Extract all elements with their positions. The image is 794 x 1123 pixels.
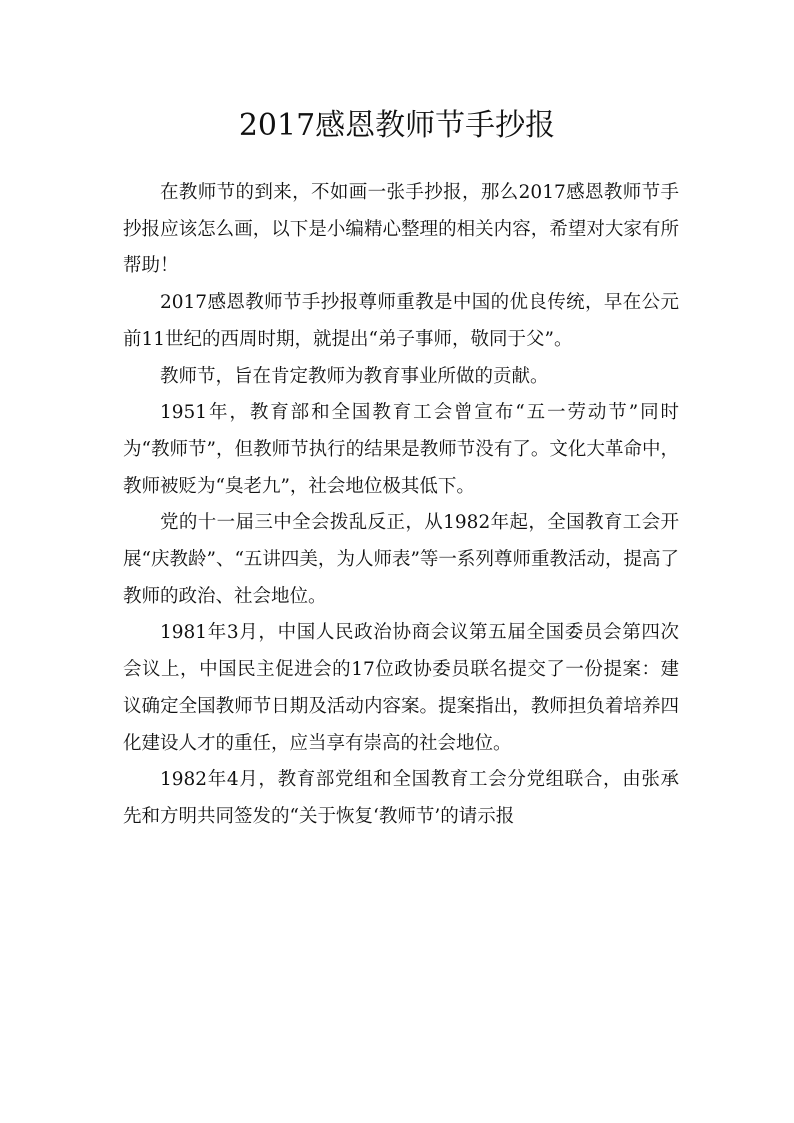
paragraph: 1982年4月，教育部党组和全国教育工会分党组联合，由张承先和方明共同签发的“关于恢复‘教师节’的请示报 (123, 769, 679, 827)
document-title: 2017感恩教师节手抄报 (238, 108, 556, 143)
paragraph: 1951年，教育部和全国教育工会曾宣布“五一劳动节”同时为“教师节”，但教师节执行的结果是教师节没有了。文化大革命中，教师被贬为“臭老九”，社会地位极其低下。 (123, 402, 679, 497)
document-body (123, 175, 679, 836)
paragraph: 1981年3月，中国人民政治协商会议第五届全国委员会第四次会议上，中国民主促进会的17位政协委员联名提交了一份提案：建议确定全国教师节日期及活动内容案。提案指出，教师担负着培养四化建设人才的重任，应当享有崇高的社会地位。 (123, 622, 679, 754)
paragraph: 2017感恩教师节手抄报尊师重教是中国的优良传统，早在公元前11世纪的西周时期，就提出“弟子事师，敬同于父”。 (123, 292, 679, 350)
paragraph: 党的十一届三中全会拨乱反正，从1982年起，全国教育工会开展“庆教龄”、“五讲四美，为人师表”等一系列尊师重教活动，提高了教师的政治、社会地位。 (123, 512, 679, 607)
paragraph: 教师节，旨在肯定教师为教育事业所做的贡献。 (160, 365, 549, 387)
paragraph: 在教师节的到来，不如画一张手抄报，那么2017感恩教师节手抄报应该怎么画，以下是小编精心整理的相关内容，希望对大家有所帮助！ (123, 182, 679, 277)
